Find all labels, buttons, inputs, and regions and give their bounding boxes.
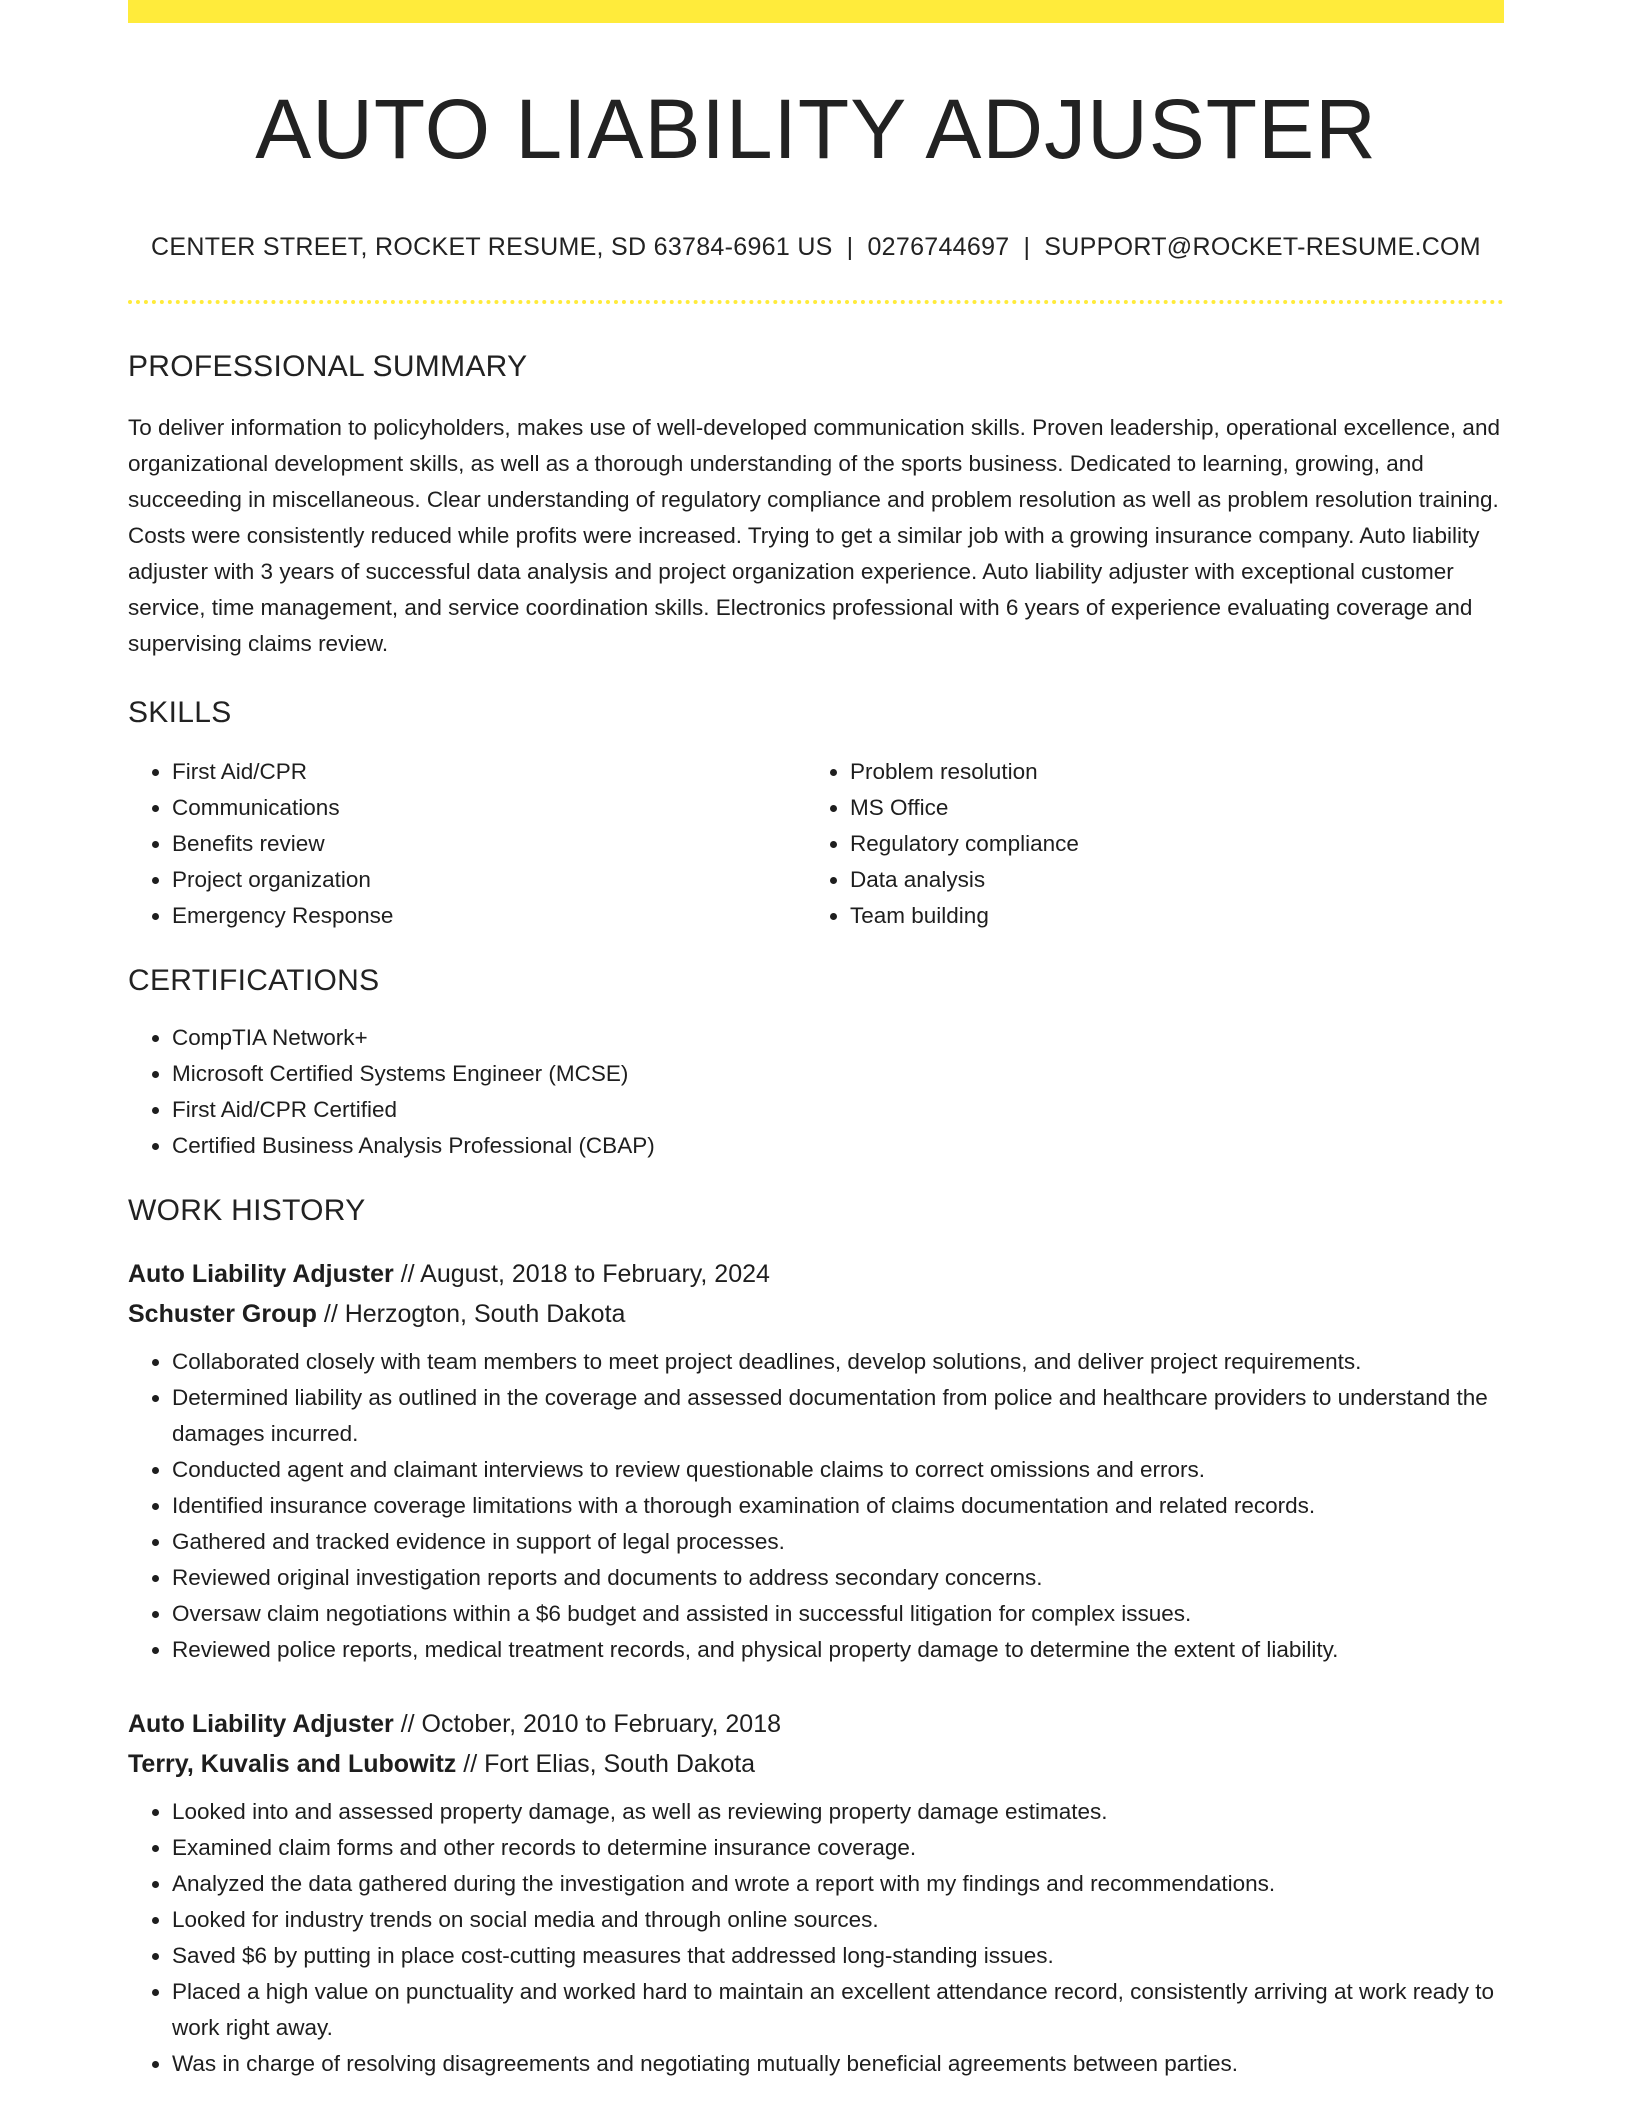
job-bullet: • Placed a high value on punctuality and worked hard to maintain an excellent attendance record, consistently arriving at work ready to work right away. (172, 1974, 1504, 2046)
job-company: Terry, Kuvalis and Lubowitz (128, 1750, 457, 1779)
certification-item: • First Aid/CPR Certified (172, 1092, 1504, 1128)
job-bullet: • Reviewed police reports, medical treatment records, and physical property damage to determine the extent of liability. (172, 1632, 1504, 1668)
job-bullet: • Oversaw claim negotiations within a $6 budget and assisted in successful litigation for complex issues. (172, 1596, 1504, 1632)
contact-line (128, 233, 1504, 262)
job-entry (128, 1254, 1504, 1668)
skill-item: • First Aid/CPR (172, 754, 806, 790)
skill-item: • MS Office (850, 790, 1484, 826)
skill-item: • Regulatory compliance (850, 826, 1484, 862)
job-company-line (128, 1744, 1504, 1784)
skills-section (128, 696, 1504, 934)
skills-left-list (128, 754, 806, 934)
summary-section (128, 350, 1504, 662)
certification-item: • Certified Business Analysis Professional (CBAP) (172, 1128, 1504, 1164)
job-bullet: • Analyzed the data gathered during the investigation and wrote a report with my findings and recommendations. (172, 1866, 1504, 1902)
contact-separator: | (1023, 233, 1031, 262)
job-bullet: • Was in charge of resolving disagreements and negotiating mutually beneficial agreements between parties. (172, 2046, 1504, 2082)
job-title-line (128, 1254, 1504, 1294)
job-bullet: • Looked into and assessed property damage, as well as reviewing property damage estimates. (172, 1794, 1504, 1830)
certifications-section (128, 964, 1504, 1164)
certifications-heading: CERTIFICATIONS (128, 964, 380, 998)
skill-item: • Communications (172, 790, 806, 826)
certification-item: • CompTIA Network+ (172, 1020, 1504, 1056)
dotted-divider (128, 300, 1504, 304)
job-title-line (128, 1704, 1504, 1744)
summary-text: To deliver information to policyholders, makes use of well-developed communication skills. Proven leadership, operational excellence, and organizational development skills, as well as a thorough understanding of the sports business. Dedicated to learning, growing, and succeeding in miscellaneous. Clear understanding of regulatory compliance and problem resolution as well as problem resolution training. Costs were consistently reduced while profits were increased. Trying to get a similar job with a growing insurance company. Auto liability adjuster with 3 years of successful data analysis and project organization experience. Auto liability adjuster with exceptional customer service, time management, and service coordination skills. Electronics professional with 6 years of experience evaluating coverage and supervising claims review. (128, 415, 1500, 657)
job-bullet: • Looked for industry trends on social media and through online sources. (172, 1902, 1504, 1938)
job-title: Auto Liability Adjuster (128, 1710, 394, 1739)
resume-title: AUTO LIABILITY ADJUSTER (255, 82, 1377, 176)
contact-phone: 0276744697 (867, 233, 1010, 262)
skills-right-list (806, 754, 1484, 934)
job-bullets (128, 1344, 1504, 1668)
contact-address: CENTER STREET, ROCKET RESUME, SD 63784-6961 US (151, 233, 833, 262)
skill-item: • Project organization (172, 862, 806, 898)
job-company: Schuster Group (128, 1300, 317, 1329)
skill-item: • Problem resolution (850, 754, 1484, 790)
job-bullet: • Saved $6 by putting in place cost-cutting measures that addressed long-standing issues. (172, 1938, 1504, 1974)
job-bullet: • Collaborated closely with team members to meet project deadlines, develop solutions, and deliver project requirements. (172, 1344, 1504, 1380)
job-bullet: • Gathered and tracked evidence in support of legal processes. (172, 1524, 1504, 1560)
job-location: // Fort Elias, South Dakota (456, 1750, 756, 1779)
skill-item: • Benefits review (172, 826, 806, 862)
job-company-line (128, 1294, 1504, 1334)
summary-heading: PROFESSIONAL SUMMARY (128, 350, 528, 384)
skill-item: • Team building (850, 898, 1484, 934)
job-bullet: • Conducted agent and claimant interviews to review questionable claims to correct omissions and errors. (172, 1452, 1504, 1488)
work-history-heading: WORK HISTORY (128, 1194, 366, 1228)
job-dates: // August, 2018 to February, 2024 (393, 1260, 770, 1289)
job-entry (128, 1704, 1504, 2082)
skill-item: • Data analysis (850, 862, 1484, 898)
job-bullet: • Determined liability as outlined in the coverage and assessed documentation from police and healthcare providers to understand the damages incurred. (172, 1380, 1504, 1452)
job-bullet: • Examined claim forms and other records to determine insurance coverage. (172, 1830, 1504, 1866)
skill-item: • Emergency Response (172, 898, 806, 934)
contact-email[interactable]: SUPPORT@ROCKET-RESUME.COM (1044, 233, 1481, 262)
job-title: Auto Liability Adjuster (128, 1260, 394, 1289)
job-bullet: • Reviewed original investigation reports and documents to address secondary concerns. (172, 1560, 1504, 1596)
skills-columns (128, 754, 1504, 934)
work-history-section (128, 1194, 1504, 2082)
job-bullet: • Identified insurance coverage limitations with a thorough examination of claims documentation and related records. (172, 1488, 1504, 1524)
job-bullets (128, 1794, 1504, 2082)
skills-heading: SKILLS (128, 696, 232, 730)
accent-top-bar (128, 0, 1504, 23)
job-dates: // October, 2010 to February, 2018 (393, 1710, 782, 1739)
resume-page (128, 0, 1504, 2082)
certification-item: • Microsoft Certified Systems Engineer (MCSE) (172, 1056, 1504, 1092)
contact-separator: | (846, 233, 854, 262)
certifications-list (128, 1020, 1504, 1164)
job-location: // Herzogton, South Dakota (316, 1300, 626, 1329)
